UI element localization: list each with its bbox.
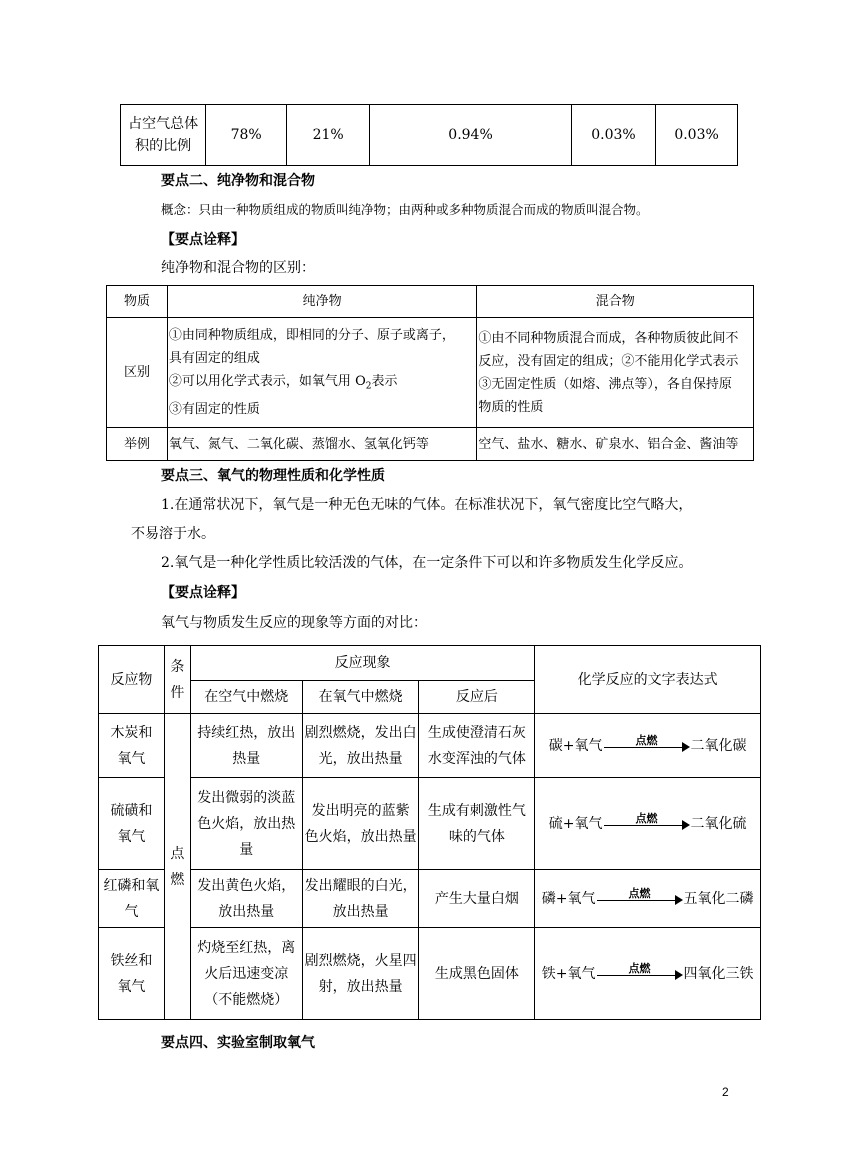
- header-reactant: 反应物: [99, 646, 165, 714]
- oxygen-value: 21%: [287, 105, 370, 166]
- after-cell: [419, 778, 535, 870]
- o2-formula: O: [355, 373, 366, 389]
- cell-text: 表示: [371, 373, 398, 389]
- arrow-condition: 点燃: [635, 733, 658, 747]
- table-row: [107, 286, 754, 318]
- paragraph-line: 2.氧气是一种化学性质比较活泼的气体，在一定条件下可以和许多物质发生化学反应。: [161, 555, 693, 571]
- arrow-line: [604, 747, 684, 748]
- reaction-arrow: [597, 961, 683, 984]
- volume-ratio-label: [121, 105, 206, 166]
- cell-line: 灼烧至红热，离: [197, 939, 296, 956]
- page-number: 2: [722, 1085, 729, 1099]
- cell-line: 色火焰，放出热量: [304, 828, 417, 845]
- cell-line: 气: [124, 903, 139, 920]
- header-condition: [164, 646, 190, 714]
- arrow-condition: 点燃: [628, 961, 651, 975]
- label-line: 积的比例: [135, 138, 192, 154]
- condition-cell: [164, 714, 190, 1020]
- nitrogen-value: 78%: [206, 105, 287, 166]
- cell-line: 氧气: [117, 750, 146, 767]
- cell-line: [169, 370, 477, 399]
- note-heading: 【要点诠释】: [161, 232, 245, 248]
- cell-line: 木炭和: [110, 724, 153, 741]
- header-char: 条: [170, 658, 185, 675]
- equation-cell: [535, 778, 761, 870]
- table-row: [99, 714, 761, 778]
- header-equation: 化学反应的文字表达式: [535, 646, 761, 714]
- cell-line: （不能燃烧）: [204, 991, 289, 1008]
- paragraph-line: 不易溶于水。: [131, 526, 215, 542]
- paragraph-line: 1.在通常状况下，氧气是一种无色无味的气体。在标准状况下，氧气密度比空气略大，: [161, 497, 693, 513]
- arrow-line: [597, 900, 677, 901]
- cell-line: 火后迅速变凉: [204, 965, 289, 982]
- intro-text: 氧气与物质发生反应的现象等方面的对比：: [161, 615, 427, 631]
- cell-line: 发出耀眼的白光，: [304, 877, 417, 894]
- air-phenomenon-cell: [190, 870, 302, 928]
- header-air: 在空气中燃烧: [190, 681, 302, 714]
- reaction-arrow: [597, 886, 683, 909]
- after-cell: [419, 928, 535, 1020]
- oxygen-phenomenon-cell: [302, 778, 419, 870]
- cell-line: 反应，没有固定的组成；②不能用化学式表示: [478, 353, 739, 369]
- arrow-head: [675, 970, 683, 980]
- label-line: 占空气总体: [128, 116, 199, 132]
- product: 二氧化硫: [690, 815, 747, 832]
- section3-heading: 要点三、氧气的物理性质和化学性质: [161, 468, 385, 484]
- note-heading: 【要点诠释】: [161, 585, 245, 601]
- reactant-cell: [99, 928, 165, 1020]
- cell-line: 物质的性质: [478, 399, 544, 415]
- arrow-condition: 点燃: [628, 886, 651, 900]
- equation-cell: [535, 714, 761, 778]
- cell-line: 持续红热，放出: [197, 724, 296, 741]
- cell-line: 量: [239, 841, 254, 858]
- reactants: 铁+氧气: [541, 965, 596, 982]
- arrow-head: [682, 820, 690, 830]
- cell-line: 色火焰，放出热: [197, 815, 296, 832]
- oxygen-reaction-table: [98, 645, 761, 1020]
- oxygen-phenomenon-cell: [302, 714, 419, 778]
- arrow-head: [682, 742, 690, 752]
- header-phenomenon: 反应现象: [190, 646, 534, 681]
- cell-line: 红磷和氧: [103, 877, 160, 894]
- other-value: 0.03%: [656, 105, 738, 166]
- cell-line: 水变浑浊的气体: [427, 750, 526, 767]
- equation-cell: [535, 870, 761, 928]
- reaction-arrow: [604, 811, 690, 834]
- cell-line: 生成使澄清石灰: [427, 724, 526, 741]
- section4-heading: 要点四、实验室制取氧气: [161, 1035, 315, 1051]
- oxygen-phenomenon-cell: [302, 870, 419, 928]
- section2-heading: 要点二、纯净物和混合物: [161, 173, 315, 189]
- pure-diff-cell: [167, 318, 477, 428]
- after-cell: [419, 714, 535, 778]
- cell-line: 放出热量: [218, 903, 275, 920]
- cell-line: 剧烈燃烧，火星四: [304, 952, 417, 969]
- cell-line: 生成有刺激性气: [427, 802, 526, 819]
- air-composition-table: [120, 104, 738, 166]
- intro-text: 纯净物和混合物的区别：: [161, 260, 315, 276]
- arrow-head: [675, 895, 683, 905]
- arrow-condition: 点燃: [635, 811, 658, 825]
- header-substance: 物质: [107, 286, 168, 318]
- table-row: [107, 318, 754, 428]
- cell-line: 放出热量: [332, 903, 389, 920]
- table-row: [99, 778, 761, 870]
- header-char: 件: [170, 684, 185, 701]
- header-pure: 纯净物: [167, 286, 477, 318]
- cell-line: 氧气: [117, 978, 146, 995]
- table-row: [99, 870, 761, 928]
- air-phenomenon-cell: [190, 714, 302, 778]
- cell-line: ①由同种物质组成，即相同的分子、原子或离子，: [168, 327, 455, 343]
- reactant-cell: [99, 714, 165, 778]
- mixture-diff-cell: [477, 318, 754, 428]
- co2-value: 0.03%: [571, 105, 655, 166]
- concept-text: 概念：只由一种物质组成的物质叫纯净物；由两种或多种物质混合而成的物质叫混合物。: [161, 202, 649, 217]
- cell-line: 发出黄色火焰，: [197, 877, 296, 894]
- air-phenomenon-cell: [190, 928, 302, 1020]
- product: 四氧化三铁: [683, 965, 754, 982]
- cell-line: 热量: [232, 750, 261, 767]
- reactant-cell: [99, 870, 165, 928]
- arrow-line: [604, 825, 684, 826]
- diff-label: 区别: [107, 318, 168, 428]
- reactants: 碳+氧气: [548, 737, 603, 754]
- cell-line: 硫磺和: [110, 802, 153, 819]
- product: 五氧化二磷: [683, 890, 754, 907]
- reactants: 磷+氧气: [541, 890, 596, 907]
- cell-text: ②可以用化学式表示，如氧气用: [168, 373, 351, 389]
- condition-char: 点: [170, 845, 185, 862]
- o2-subscript: 2: [365, 381, 372, 392]
- cell-line: 铁丝和: [110, 952, 153, 969]
- oxygen-phenomenon-cell: [302, 928, 419, 1020]
- header-after: 反应后: [419, 681, 535, 714]
- cell-line: 剧烈燃烧，发出白: [304, 724, 417, 741]
- header-mixture: 混合物: [477, 286, 754, 318]
- cell-line: 具有固定的组成: [168, 350, 260, 366]
- reactant-cell: [99, 778, 165, 870]
- cell-line: ③有固定的性质: [168, 402, 260, 418]
- cell-line: 氧气: [117, 828, 146, 845]
- arrow-line: [597, 975, 677, 976]
- cell-line: 产生大量白烟: [434, 890, 519, 907]
- reaction-arrow: [604, 733, 690, 756]
- cell-line: ①由不同种物质混合而成，各种物质彼此间不: [478, 330, 739, 346]
- table-row: [107, 428, 754, 461]
- cell-line: 发出微弱的淡蓝: [197, 789, 296, 806]
- table-row: [99, 928, 761, 1020]
- after-cell: [419, 870, 535, 928]
- cell-line: 射，放出热量: [318, 978, 403, 995]
- cell-line: 发出明亮的蓝紫: [311, 802, 410, 819]
- cell-line: ③无固定性质（如熔、沸点等），各自保持原: [478, 376, 732, 392]
- noble-gas-value: 0.94%: [370, 105, 572, 166]
- table-row: [121, 105, 738, 166]
- equation-cell: [535, 928, 761, 1020]
- cell-line: 生成黑色固体: [434, 965, 519, 982]
- header-oxygen: 在氧气中燃烧: [302, 681, 419, 714]
- condition-char: 燃: [170, 871, 185, 888]
- pure-vs-mixture-table: [106, 285, 754, 461]
- mixture-example: 空气、盐水、糖水、矿泉水、铝合金、酱油等: [477, 428, 754, 461]
- cell-line: 味的气体: [448, 828, 505, 845]
- reactants: 硫+氧气: [548, 815, 603, 832]
- reaction-rows: [99, 714, 761, 1020]
- example-label: 举例: [107, 428, 168, 461]
- cell-line: 光，放出热量: [318, 750, 403, 767]
- product: 二氧化碳: [690, 737, 747, 754]
- pure-example: 氧气、氮气、二氧化碳、蒸馏水、氢氧化钙等: [167, 428, 477, 461]
- table-row: [99, 646, 761, 681]
- air-phenomenon-cell: [190, 778, 302, 870]
